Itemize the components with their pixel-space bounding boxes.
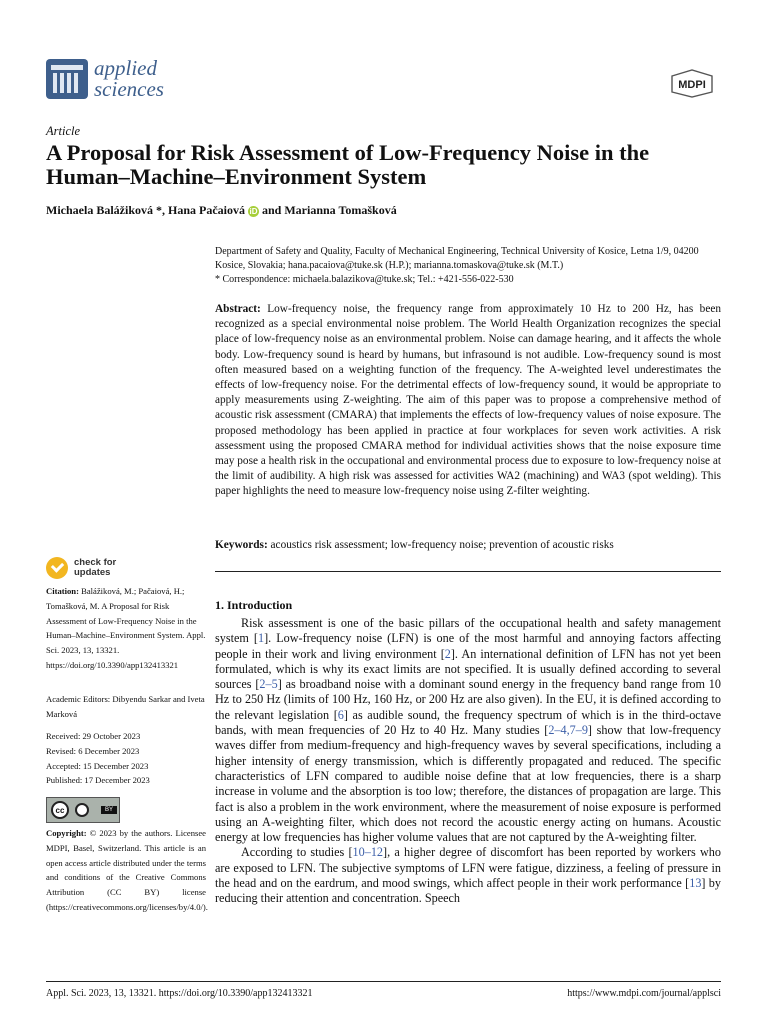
keywords-text: acoustics risk assessment; low-frequency noise; prevention of acoustic risks [270,539,614,551]
authors-part2: and Marianna Tomašková [262,203,397,217]
journal-name-line1: applied [94,56,157,80]
affiliation: Department of Safety and Quality, Faculty of Mechanical Engineering, Technical University of Kosice, Letna 1/9, 04200 Kosice, Slovakia; hana.pacaiova@tuke.sk (H.P.); marianna.tomaskova@tuke.sk (M.T.) [215,246,699,271]
attribution-icon [75,803,89,817]
footer-journal-link[interactable]: https://www.mdpi.com/journal/applsci [567,988,721,999]
abstract [215,302,721,500]
publisher-name: MDPI [678,79,706,91]
section-heading-introduction: 1. Introduction [215,598,293,612]
check-label-1: check for [74,557,117,568]
keywords [215,538,721,553]
check-for-updates[interactable] [46,557,116,579]
check-updates-icon [46,557,68,579]
orcid-icon[interactable]: iD [249,206,258,216]
accepted-date: Accepted: 15 December 2023 [46,760,149,771]
copyright-block [46,826,206,915]
citation-text: Balážiková, M.; Pačaiová, H.; Tomašková, M. A Proposal for Risk Assessment of Low-Frequency Noise in the Human–Machine–Environment System. Appl. Sci. 2023, 13, 13321. https://doi.org/10.3390/app132413321 [46,586,206,670]
reference-link[interactable]: 2–4,7–9 [548,723,588,738]
revised-date: Revised: 6 December 2023 [46,745,140,756]
reference-link[interactable]: 6 [337,707,344,722]
journal-name-line2: sciences [94,77,164,101]
mdpi-logo [666,68,718,98]
authors [46,203,397,218]
journal-logo-icon [46,59,88,99]
abstract-label: Abstract: [215,303,261,315]
citation-label: Citation: [46,586,79,596]
footer-citation[interactable]: Appl. Sci. 2023, 13, 13321. https://doi.org/10.3390/app132413321 [46,988,313,999]
journal-logo [46,58,164,100]
cc-by-license-badge[interactable] [46,797,120,823]
reference-link[interactable]: 2–5 [259,677,278,692]
keywords-label: Keywords: [215,539,268,551]
affiliation-block [215,245,725,287]
reference-link[interactable]: 13 [689,876,702,891]
copyright-label: Copyright: [46,828,87,838]
academic-editors: Academic Editors: Dibyendu Sarkar and Iveta Marková [46,694,205,719]
reference-link[interactable]: 1 [257,631,265,646]
reference-link[interactable]: 10–12 [352,845,384,860]
abstract-text: Low-frequency noise, the frequency range from approximately 10 Hz to 200 Hz, has been recognized as a special environmental noise problem. The World Health Organization recognizes the special place of low-frequency noise as an environmental problem. Noise can damage hearing, and it affects the whole body. Low-frequency sound is heard by humans, but infrasound is not audible. Low-frequency sound is most often measured based on a weighting function of the frequency. The A-weighted level underestimates the effects of low-frequency noise. For the detrimental effects of low-frequency sound, it would be appropriate to apply measurements using Z-weighting. The aim of this paper was to propose a comprehensive method of acoustic risk assessment (CMARA) that implements the effects of low-frequency values of noise exposure. The proposed methodology has been applied in practice at four workplaces for seven work activities. A risk assessment using the proposed CMARA method for individual activities shows that the noise exposure time may pose a health risk in the occupational and environmental process due to exposure to low-frequency noise at the limit of audibility. A high risk was assessed for activities WA2 (machining) and WA3 (spot welding). This paper highlights the need to measure low-frequency noise using Z-filter weighting. [215,303,722,498]
check-label-2: updates [74,567,111,578]
footer-divider [46,981,721,982]
article-type: Article [46,124,81,138]
reference-link[interactable]: 2 [444,646,451,661]
dates-block [46,729,206,788]
page-title: A Proposal for Risk Assessment of Low-Frequency Noise in the Human–Machine–Environment System [46,140,650,189]
paragraph-1: Risk assessment is one of the basic pillars of the occupational health and safety management system [1]. Low-frequency noise (LFN) is one of the most harmful and annoying factors affecting people in their work and living environment [2]. An international definition of LFN has not yet been formulated, which is why its exact limits are not specified. It is usually defined according to several sources [2–5] as broadband noise with a dominant sound energy in the frequency band range from 10 Hz to 250 Hz (limits of 100 Hz, 160 Hz, or 200 Hz are also given). In the EU, it is defined according to the relevant legislation [6] as audible sound, the frequency spectrum of which is in the third-octave bands, with mean frequencies of 20 Hz to 40 Hz. Many studies [2–4,7–9] show that low-frequency waves differ from medium-frequency and high-frequency waves by several specifications, including a higher intensity of energy transmission, which is differently propagated and reduced. The specific characteristics of LFN compared to audible noise define that at low frequencies, there is a sharp increase in volume and the absorption is too low; therefore, the distances of propagation are large. This fact is also a problem in the work environment, where the measurement of noise exposure is performed using an A-weighting filter, which does not record the acoustic energy acting on humans. Acoustic energy at low frequencies has higher volume values that are not captured by the A-weighting filter. [215,616,721,845]
citation-block [46,584,206,673]
divider [215,571,721,572]
authors-part1: Michaela Balážiková *, Hana Pačaiová [46,203,248,217]
introduction-body [215,616,721,907]
by-label: BY [101,806,117,814]
cc-icon: cc [51,801,69,819]
received-date: Received: 29 October 2023 [46,731,141,741]
published-date: Published: 17 December 2023 [46,775,150,786]
paragraph-2: According to studies [10–12], a higher degree of discomfort has been reported by workers who are exposed to LFN. The subjective symptoms of LFN were fatigue, dizziness, a feeling of pressure in the head and on the eardrum, and mood swings, which affect people in their work performance [13] by reducing their attention and concentration. Speech [215,845,721,906]
copyright-text: © 2023 by the authors. Licensee MDPI, Basel, Switzerland. This article is an open access article distributed under the terms and conditions of the Creative Commons Attribution (CC BY) license (https://creativecommons.org/licenses/by/4.0/). [46,828,208,912]
correspondence: * Correspondence: michaela.balazikova@tuke.sk; Tel.: +421-556-022-530 [215,274,514,285]
